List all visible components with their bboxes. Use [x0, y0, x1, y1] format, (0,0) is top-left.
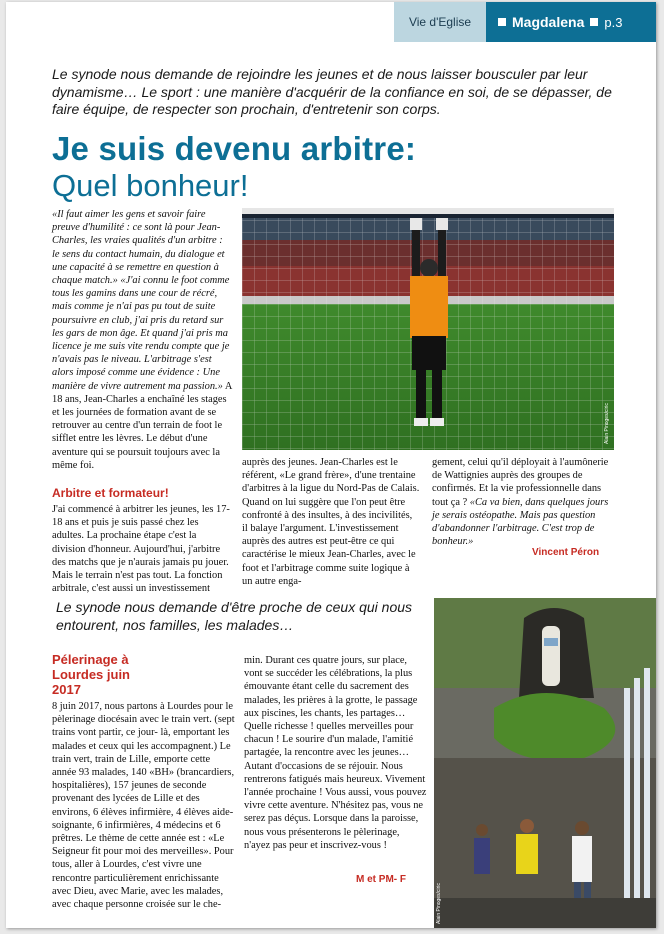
article-title-secondary: Quel bonheur!	[52, 168, 249, 203]
section-label: Vie d'Eglise	[394, 2, 486, 42]
square-bullet-icon	[590, 18, 598, 26]
paragraph: 8 juin 2017, nous partons à Lourdes pour le pèlerinage diocésain avec le train vert. (sept trains vont partir, ce jour- là, emportant les malades et ceux qui les accompagnent.) Le train vert, train de Lille, emporte cette année 93 malades, 140 «BH» (brancardiers, hospitalières), 157 jeunes de seconde provenant des lycées de Lille et des environs, 6 élèves infirmière, 4 élèves aide-soignante, 6 infirmières, 4 médecins et 6 prêtres. Le thème de cette année est : «Le Seigneur fit pour moi des merveilles». Pour tous, aller à Lourdes, c'est vivre une rencontre particulièrement enrichissante avec Dieu, avec Marie, avec les malades, avec chaque personne croisée sur le che-	[52, 701, 235, 911]
photo-credit: Alain Pinoges/ciric	[436, 883, 442, 924]
paragraph: min. Durant ces quatre jours, sur place, vont se succéder les célébrations, la plus émouvante étant celle du sacrement des malades, les prières à la grotte, le passage aux piscines, les chants, les partages… Quelle richesse ! quelles merveilles pour chacun ! Le sourire d'un malade, l'amitié partagée, la rencontre avec les jeunes… Autant d'occasions de se réjouir. Nous rentrerons fatigués mais heureux. Vivement l'année prochaine ! Vous aussi, vous pouvez vivre cette aventure. N'hésitez pas, vous ne serez pas déçus. Lorsque dans la paroisse, nous vous présenterons le pèlerinage, n'ayez pas peur et inscrivez-vous !	[244, 655, 427, 851]
page-number: p.3	[604, 14, 623, 30]
article-column-1	[52, 652, 236, 911]
square-bullet-icon	[498, 18, 506, 26]
author-signature: M et PM- F	[356, 874, 406, 885]
article-column-1	[52, 208, 232, 595]
article-title: Je suis devenu arbitre:	[52, 130, 417, 167]
section-subheading: Pélerinage à Lourdes juin 2017	[52, 652, 130, 697]
author-signature: Vincent Péron	[532, 547, 600, 558]
magazine-name: Magdalena	[512, 14, 585, 30]
article-column-2	[242, 456, 420, 588]
article-column-3	[432, 456, 612, 548]
article-intro: Le synode nous demande de rejoindre les jeunes et de nous laisser bousculer par leur dynamisme… Le sport : une manière d'acquérir de la confiance en soi, de se dépasser, de faire équipe, de respecter son prochain, d'entretenir son corps.	[52, 66, 612, 117]
paragraph: auprès des jeunes. Jean-Charles est le référent, «Le grand frère», d'une trentaine d'arbitres à la ligue du Nord-Pas de Calais. Quand on lui suggère que l'on peut être confronté à des insultes, à des incivilités, il balaye l'argument. L'investissement auprès des autres est peut-être ce qui caractérise le mieux Jean-Charles, avec le foot et l'arbitrage comme suite logique à un autre enga-	[242, 457, 420, 587]
section-subheading: Arbitre et formateur!	[52, 486, 169, 501]
article-intro: Le synode nous demande d'être proche de ceux qui nous entourent, nos familles, les malades…	[56, 599, 413, 633]
paragraph: gement, celui qu'il déployait à l'aumônerie de Wattignies auprès des groupes de confirmés. Et la vie professionnelle dans tout ça ? «Ca va bien, dans quelques jours je serais ostéopathe. Mais pas question d'abandonner l'arbitrage. C'est trop de bonheur.»	[432, 457, 609, 548]
paragraph: J'ai commencé à arbitrer les jeunes, les 17-18 ans et puis je suis passé chez les adultes. La prochaine étape c'est la division d'honneur. Aujourd'hui, j'arbitre des matchs que je n'aurais jamais pu jouer. Mais le terrain n'est pas tout. La fonction arbitrale, c'est aussi un investissement	[52, 504, 230, 595]
lourdes-grotto-photo	[434, 598, 656, 928]
referee-goal-photo	[242, 208, 614, 450]
photo-credit: Alain Pinoges/ciric	[604, 403, 610, 444]
article-column-2	[244, 654, 428, 852]
paragraph: «Il faut aimer les gens et savoir faire preuve d'humilité : ce sont là pour Jean-Charles, les vraies qualités d'un arbitre : le sens du contact humain, du dialogue et une capacité à se remettre en question à chaque match.» «J'ai connu le foot comme tous les gamins dans une cour de récré, mais comme je n'ai pas pu tout de suite poursuivre en club, j'ai pris du retard sur les gars de mon âge. Et quand j'ai pris ma licence je me suis vite rendu compte que je n'avais pas le niveau. L'arbitrage s'est alors imposé comme une évidence : Une manière de vivre autrement ma passion.» A 18 ans, Jean-Charles a enchaîné les stages et les journées de formation avant de se retrouver au centre d'un terrain de foot le sifflet entre les lèvres. Le début d'une aventure qui se poursuit toujours avec la même foi.	[52, 209, 232, 471]
magazine-page	[6, 2, 656, 928]
page-header	[394, 2, 656, 42]
magazine-banner	[486, 2, 656, 42]
